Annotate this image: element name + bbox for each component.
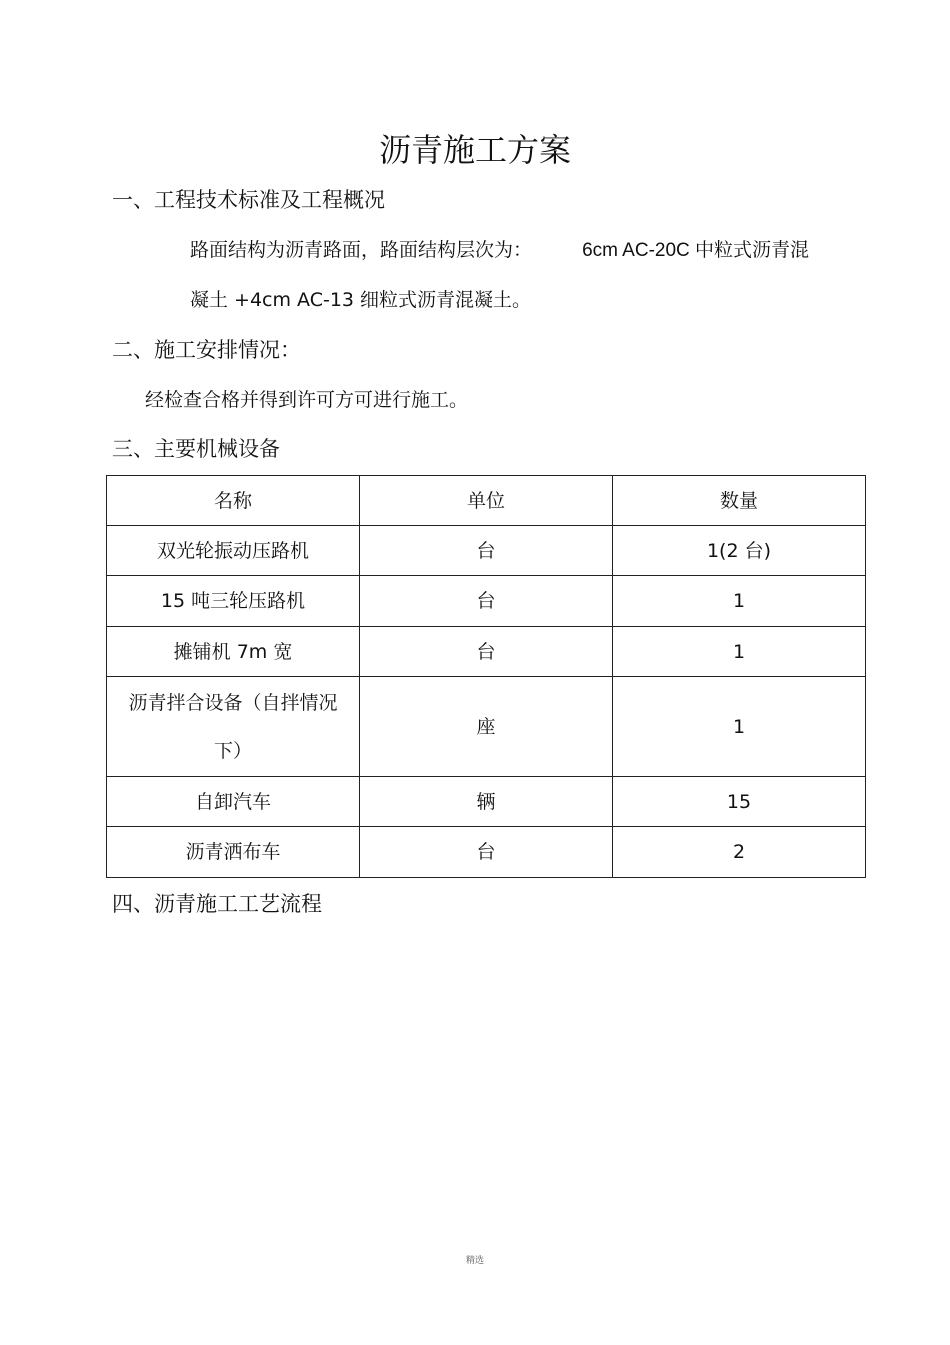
- table-cell: 1: [613, 627, 866, 677]
- table-row: [107, 677, 866, 777]
- table-cell: 双光轮振动压路机: [107, 526, 360, 576]
- table-cell: 15: [613, 777, 866, 827]
- table-cell: 座: [360, 677, 613, 777]
- table-header-cell: 名称: [107, 476, 360, 526]
- table-header-cell: 单位: [360, 476, 613, 526]
- page-footer: 精选: [465, 1256, 484, 1266]
- table-cell: 1: [613, 677, 866, 777]
- table-cell: 台: [360, 627, 613, 677]
- section-1-line-1-text-b: 6cm AC-20C 中粒式沥青混: [582, 240, 810, 261]
- section-3-heading: 三、主要机械设备: [112, 437, 280, 461]
- table-row: [107, 576, 866, 627]
- table-cell: 1: [613, 576, 866, 627]
- table-cell: 摊铺机 7m 宽: [107, 627, 360, 677]
- table-cell: 沥青洒布车: [107, 827, 360, 878]
- section-1-heading: 一、工程技术标准及工程概况: [112, 188, 385, 212]
- table-row: [107, 777, 866, 827]
- table-cell: 自卸汽车: [107, 777, 360, 827]
- table-header-row: [107, 476, 866, 526]
- table-cell: 15 吨三轮压路机: [107, 576, 360, 627]
- section-1-line-1: [190, 235, 809, 266]
- table-cell: 辆: [360, 777, 613, 827]
- table-cell: 1(2 台): [613, 526, 866, 576]
- section-1-line-2: 凝土 +4cm AC-13 细粒式沥青混凝土。: [190, 289, 532, 311]
- table-cell-line: 沥青拌合设备（自拌情况: [128, 691, 338, 714]
- section-2-text: 经检查合格并得到许可方可进行施工。: [145, 389, 469, 411]
- table-cell: 台: [360, 827, 613, 878]
- table-row: [107, 526, 866, 576]
- table-cell: 台: [360, 526, 613, 576]
- table-cell-line: 下）: [213, 739, 252, 762]
- table-cell: 台: [360, 576, 613, 627]
- section-4-heading: 四、沥青施工工艺流程: [112, 892, 322, 916]
- section-2-heading: 二、施工安排情况：: [112, 338, 301, 362]
- table-row: [107, 627, 866, 677]
- table-cell: [107, 677, 360, 777]
- document-title: 沥青施工方案: [378, 131, 571, 169]
- table-cell: 2: [613, 827, 866, 878]
- table-row: [107, 827, 866, 878]
- section-1-line-1-text-a: 路面结构为沥青路面，路面结构层次为：: [190, 239, 533, 261]
- table-header-cell: 数量: [613, 476, 866, 526]
- equipment-table: [106, 475, 866, 878]
